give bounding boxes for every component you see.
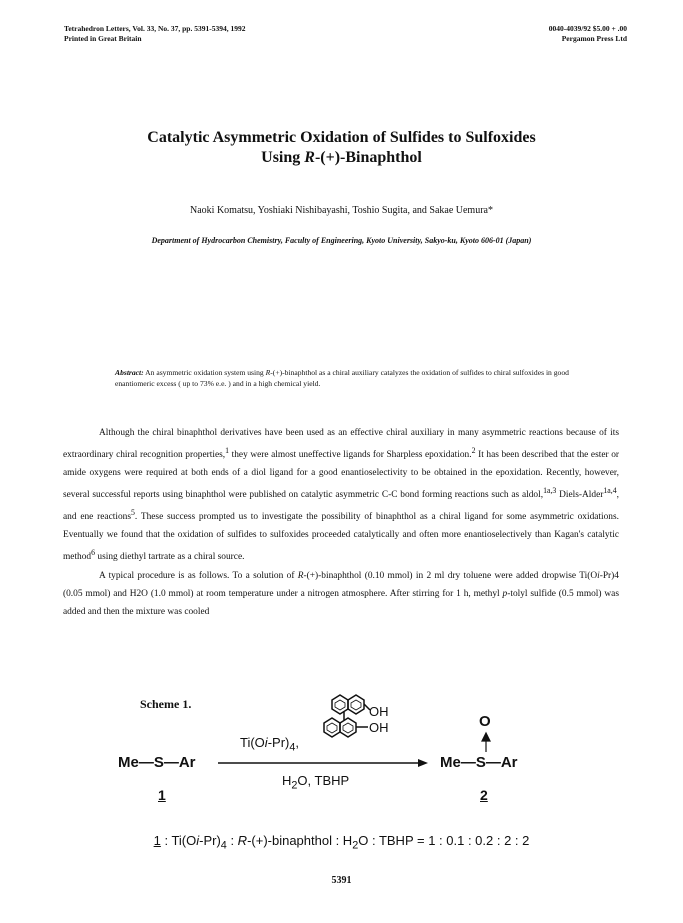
hydroxyl-label-upper: OH [369,704,389,719]
citation-ref: 5 [130,508,135,518]
citation-ref: 1a,4 [603,486,617,496]
product-stereo-wedge [482,733,490,752]
ratio-text: : [226,833,238,848]
product-formula: Me—S—Ar [440,754,518,771]
abstract-text: An asymmetric oxidation system using [143,368,266,377]
text-run: , and ene reactions [63,490,619,523]
affiliation: Department of Hydrocarbon Chemistry, Faculty of Engineering, Kyoto University, Sakyo-ku, Kyoto 606-01 (Japan) [151,236,532,245]
citation-ref: 6 [91,548,96,558]
reactant-number: 1 [158,787,166,803]
journal-line: Tetrahedron Letters, Vol. 33, No. 37, pp. 5391-5394, 1992 [64,24,246,33]
issn-line: 0040-4039/92 $5.00 + .00 [548,24,627,33]
reactant-formula: Me—S—Ar [118,754,196,771]
scheme-label: Scheme 1. [140,697,192,711]
title-text: Using [261,149,305,166]
title-line-1: Catalytic Asymmetric Oxidation of Sulfides to Sulfoxides [147,129,536,146]
text-run: A typical procedure is as follows. To a solution of [99,570,298,581]
text-run: Diels-Alder [556,490,604,501]
reagent-text: , [295,735,300,750]
ratio-text: -Pr) [199,833,221,848]
ratio-text: O : TBHP = 1 : 0.1 : 0.2 : 2 : 2 [358,833,530,848]
abstract-label: Abstract: [115,368,144,377]
title-italic: R [304,149,315,166]
text-run: they were almost uneffective ligands for Sharpless epoxidation. [229,450,472,461]
ratio-italic: i [196,833,200,848]
abstract-text: -(+)-binaphthol as a chiral auxiliary catalyzes the oxidation of sulfides to chiral sulfoxides in good enantiomeric excess ( up to 73% e.e. ) and in a high chemical yield. [115,368,569,388]
text-run: It has been described that the ester or amide oxygens were required at both ends of a diol ligand for a good enantioselectivity to be obtained in the epoxidation. Recently, however, several successful reports using binaphthol were published on catalytic asymmetric C-C bond forming reactions such as aldol, [63,450,619,501]
ratio-italic: R [237,833,248,848]
ratio-subscript: 2 [352,839,359,852]
abstract-italic: R [265,368,271,377]
text-run: using diethyl tartrate as a chiral source. [95,552,245,563]
citation-ref: 1 [225,446,230,455]
citation-ref: 1a,3 [543,486,557,496]
text-run: -Pr)4 (0.05 mmol) and H2O (1.0 mmol) at room temperature under a nitrogen atmosphere. After stirring for 1 h, methyl [63,570,619,599]
reagent-text: H [282,773,292,788]
author-list: Naoki Komatsu, Yoshiaki Nishibayashi, Toshio Sugita, and Sakae Uemura* [190,205,493,216]
reagent-text: Ti(O [240,735,265,750]
ratio-text: -(+)-binaphthol : H [247,833,353,848]
reagent-italic: i [264,735,268,750]
page-number: 5391 [331,875,352,886]
title-text: -(+)-Binaphthol [314,149,422,166]
stoichiometry-ratio [0,833,683,852]
italic-run: p [502,588,508,599]
product-number: 2 [480,787,488,803]
ratio-text: : Ti(O [160,833,197,848]
text-run: . These success prompted us to investigate the possibility of binaphthol as a chiral ligand for some asymmetric oxidations. Eventually we found that the oxidation of sulfides to sulfoxides proceeded catalytically and often more enantioselectively than Kagan's catalytic method [63,512,619,563]
ratio-compound-number: 1 [153,833,161,848]
text-run: -tolyl sulfide (0.5 mmol) was added and then the mixture was cooled [63,588,619,617]
reaction-arrow [218,759,428,767]
binaphthol-structure [324,695,370,737]
citation-ref: 2 [471,446,476,455]
hydroxyl-label-lower: OH [369,720,389,735]
reagent-text: O, TBHP [297,773,350,788]
reagent-text: -Pr) [267,735,290,750]
text-run: Although the chiral binaphthol derivatives have been used as an effective chiral auxiliary in many asymmetric reactions because of its extraordinary chiral recognition properties, [63,428,619,461]
oxygen-label: O [479,713,491,730]
reagent-subscript: 4 [289,741,296,754]
reagent-subscript: 2 [291,779,298,792]
ratio-subscript: 4 [220,839,227,852]
italic-run: R [297,570,304,581]
text-run: -(+)-binaphthol (0.10 mmol) in 2 ml dry toluene were added dropwise Ti(O [303,570,598,581]
publisher-line: Pergamon Press Ltd [561,34,627,43]
printed-line: Printed in Great Britain [64,34,142,43]
italic-run: i [597,570,600,581]
